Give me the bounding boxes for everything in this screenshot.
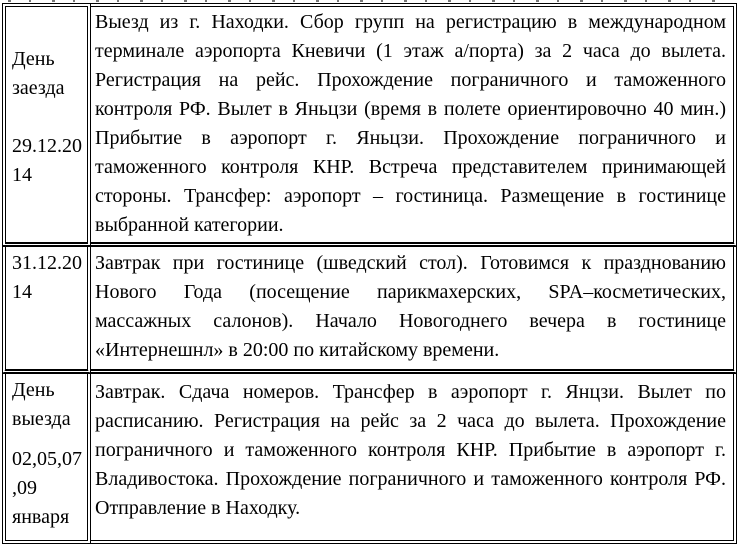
date-line: 14 [12, 164, 32, 186]
day-label [12, 45, 85, 103]
clipped-text-fragment [8, 0, 730, 2]
itinerary-table [2, 3, 737, 544]
day-description-cell [91, 247, 737, 374]
day-date [12, 445, 85, 532]
day-label-cell [2, 3, 91, 247]
date-line: января [12, 506, 70, 528]
day-date [12, 132, 85, 190]
day-label-cell [2, 247, 91, 374]
day-date [12, 249, 85, 307]
date-line: 14 [12, 281, 32, 303]
day-label-cell [2, 374, 91, 544]
table-row-departure-day [2, 374, 737, 544]
day-label-line: заезда [12, 77, 65, 99]
day-label-line: День [12, 48, 55, 70]
day-label-line: выезда [12, 408, 71, 430]
day-description: Завтрак. Сдача номеров. Трансфер в аэропорт г. Янцзи. Вылет по расписанию. Регистрация на рейс за 2 часа до вылета. Прохождение пограничного и таможенного контроля КНР. Прибытие в аэропорт г. Владивостока. Прохождение пограничного и таможенного контроля РФ. Отправление в Находку. [95, 381, 726, 519]
table-row-arrival-day [2, 3, 737, 247]
day-description-cell [91, 3, 737, 247]
date-line: 02,05,07 [12, 448, 82, 470]
table-row-new-year-day [2, 247, 737, 374]
date-line: 29.12.20 [12, 135, 82, 157]
date-line: ,09 [12, 477, 37, 499]
day-label-line: День [12, 379, 55, 401]
day-description: Завтрак при гостинице (шведский стол). Готовимся к празднованию Нового Года (посещение парикмахерских, SPA–косметических, массажных салонов). Начало Новогоднего вечера в гостинице «Интернешнл» в 20:00 по китайскому времени. [95, 252, 726, 361]
day-label [12, 376, 85, 434]
day-description-cell [91, 374, 737, 544]
date-line: 31.12.20 [12, 252, 82, 274]
day-description: Выезд из г. Находки. Сбор групп на регистрацию в международном терминале аэропорта Кневичи (1 этаж а/порта) за 2 часа до вылета. Регистрация на рейс. Прохождение пограничного и таможенного контроля РФ. Вылет в Яньцзи (время в полете ориентировочно 40 мин.) Прибытие в аэропорт г. Яньцзи. Прохождение пограничного и таможенного контроля КНР. Встреча представителем принимающей стороны. Трансфер: аэропорт – гостиница. Размещение в гостинице выбранной категории. [95, 11, 726, 236]
